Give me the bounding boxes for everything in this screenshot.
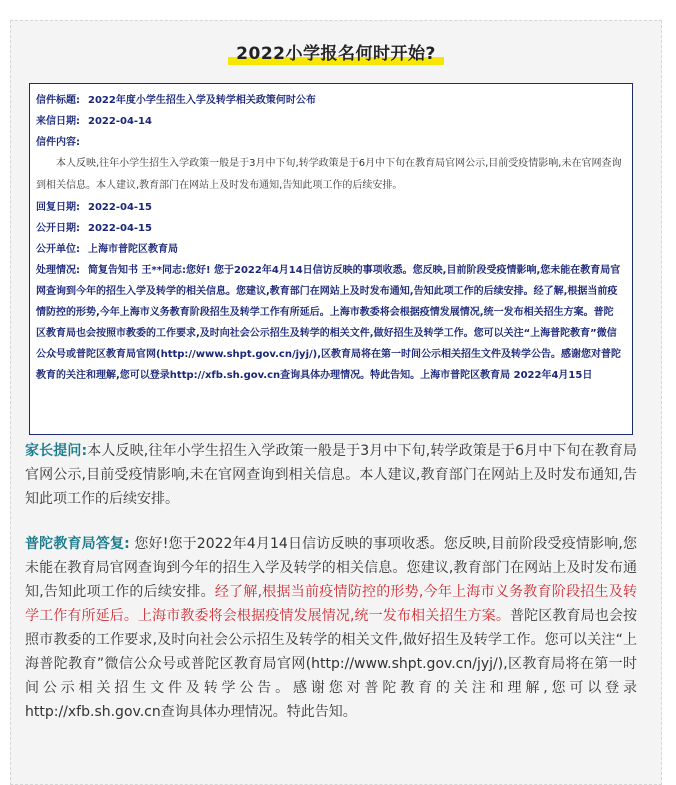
parent-question-text: 本人反映,往年小学生招生入学政策一般是于3月中下旬,转学政策是于6月中下旬在教育局官网公示,目前受疫情影响,未在官网查询到相关信息。本人建议,教育部门在网站上及时发布通知,告知此项工作的后续安排。 <box>25 443 637 507</box>
paragraph-gap <box>25 511 637 532</box>
petition-notice-box <box>29 83 633 435</box>
letter-content: 本人反映,往年小学生招生入学政策一般是于3月中下旬,转学政策是于6月中下旬在教育局官网公示,目前受疫情影响,未在官网查询到相关信息。本人建议,教育部门在网站上及时发布通知,告知此项工作的后续安排。 <box>36 158 622 191</box>
page-title: 2022小学报名何时开始? <box>228 39 444 64</box>
letter-date-value: 2022-04-14 <box>88 116 152 127</box>
bureau-answer-emphasis: 经了解,根据当前疫情防控的形势,今年上海市义务教育阶段招生及转学工作有所延后。上海市教委将会根据疫情发展情况,统一发布相关招生方案。 <box>25 584 637 624</box>
bureau-answer-text-b: 普陀区教育局也会按照市教委的工作要求,及时向社会公示招生及转学的相关文件,做好招生及转学工作。您可以关注“上海普陀教育”微信公众号或普陀区教育局官网(http://www.shpt.gov.cn/jyj/),区教育局将在第一时间公示相关招生文件及转学公告。感谢您对普陀教育的关注和理解,您可以登录http://xfb.sh.gov.cn查询具体办理情况。特此告知。 <box>25 608 638 720</box>
article-card <box>10 20 662 785</box>
unit-value: 上海市普陀区教育局 <box>88 244 178 255</box>
content-label-row: 信件内容: <box>36 137 80 148</box>
article-body <box>25 439 637 724</box>
subject-row: 信件标题: 2022年度小学生招生入学及转学相关政策何时公布 <box>36 95 316 106</box>
parent-question <box>25 439 637 511</box>
public-date-value: 2022-04-15 <box>88 223 152 234</box>
handling-row: 处理情况: 简复告知书 王**同志:您好! 您于2022年4月14日信访反映的事项收悉。您反映,目前阶段受疫情影响,您未能在教育局官网查询到今年的招生入学及转学的相关信息。您建议,教育部门在网站上及时发布通知,告知此项工作的后续安排。经了解,根据当前疫情防控的形势,今年上海市义务教育阶段招生及转学工作有所延后。上海市教委将会根据疫情发展情况,统一发布相关招生方案。普陀区教育局也会按照市教委的工作要求,及时向社会公示招生及转学的相关文件,做好招生及转学工作。您可以关注“上海普陀教育”微信公众号或普陀区教育局官网(http://www.shpt.gov.cn/jyj/),区教育局将在第一时间公示相关招生文件及转学公告。感谢您对普陀教育的关注和理解,您可以登录http://xfb.sh.gov.cn查询具体办理情况。特此告知。上海市普陀区教育局 2022年4月15日 <box>36 265 622 381</box>
bureau-answer-label: 普陀教育局答复: <box>25 536 130 552</box>
reply-date-value: 2022-04-15 <box>88 202 152 213</box>
public-date-row: 公开日期: 2022-04-15 <box>36 223 152 234</box>
handling-value: 简复告知书 王**同志:您好! 您于2022年4月14日信访反映的事项收悉。您反映,目前阶段受疫情影响,您未能在教育局官网查询到今年的招生入学及转学的相关信息。您建议,教育部门在网站上及时发布通知,告知此项工作的后续安排。经了解,根据当前疫情防控的形势,今年上海市义务教育阶段招生及转学工作有所延后。上海市教委将会根据疫情发展情况,统一发布相关招生方案。普陀区教育局也会按照市教委的工作要求,及时向社会公示招生及转学的相关文件,做好招生及转学工作。您可以关注“上海普陀教育”微信公众号或普陀区教育局官网(http://www.shpt.gov.cn/jyj/),区教育局将在第一时间公示相关招生文件及转学公告。感谢您对普陀教育的关注和理解,您可以登录http://xfb.sh.gov.cn查询具体办理情况。特此告知。上海市普陀区教育局 2022年4月15日 <box>36 265 622 381</box>
subject-value: 2022年度小学生招生入学及转学相关政策何时公布 <box>88 95 316 106</box>
letter-date-row: 来信日期: 2022-04-14 <box>36 116 152 127</box>
reply-date-row: 回复日期: 2022-04-15 <box>36 202 152 213</box>
bureau-answer <box>25 532 637 724</box>
title-area <box>11 39 661 71</box>
bureau-answer-text-a: 您好!您于2022年4月14日信访反映的事项收悉。您反映,目前阶段受疫情影响,您未能在教育局官网查询到今年的招生入学及转学的相关信息。您建议,教育部门在网站上及时发布通知,告知此项工作的后续安排。 <box>25 536 637 600</box>
parent-question-label: 家长提问: <box>25 443 88 459</box>
unit-row: 公开单位: 上海市普陀区教育局 <box>36 244 178 255</box>
